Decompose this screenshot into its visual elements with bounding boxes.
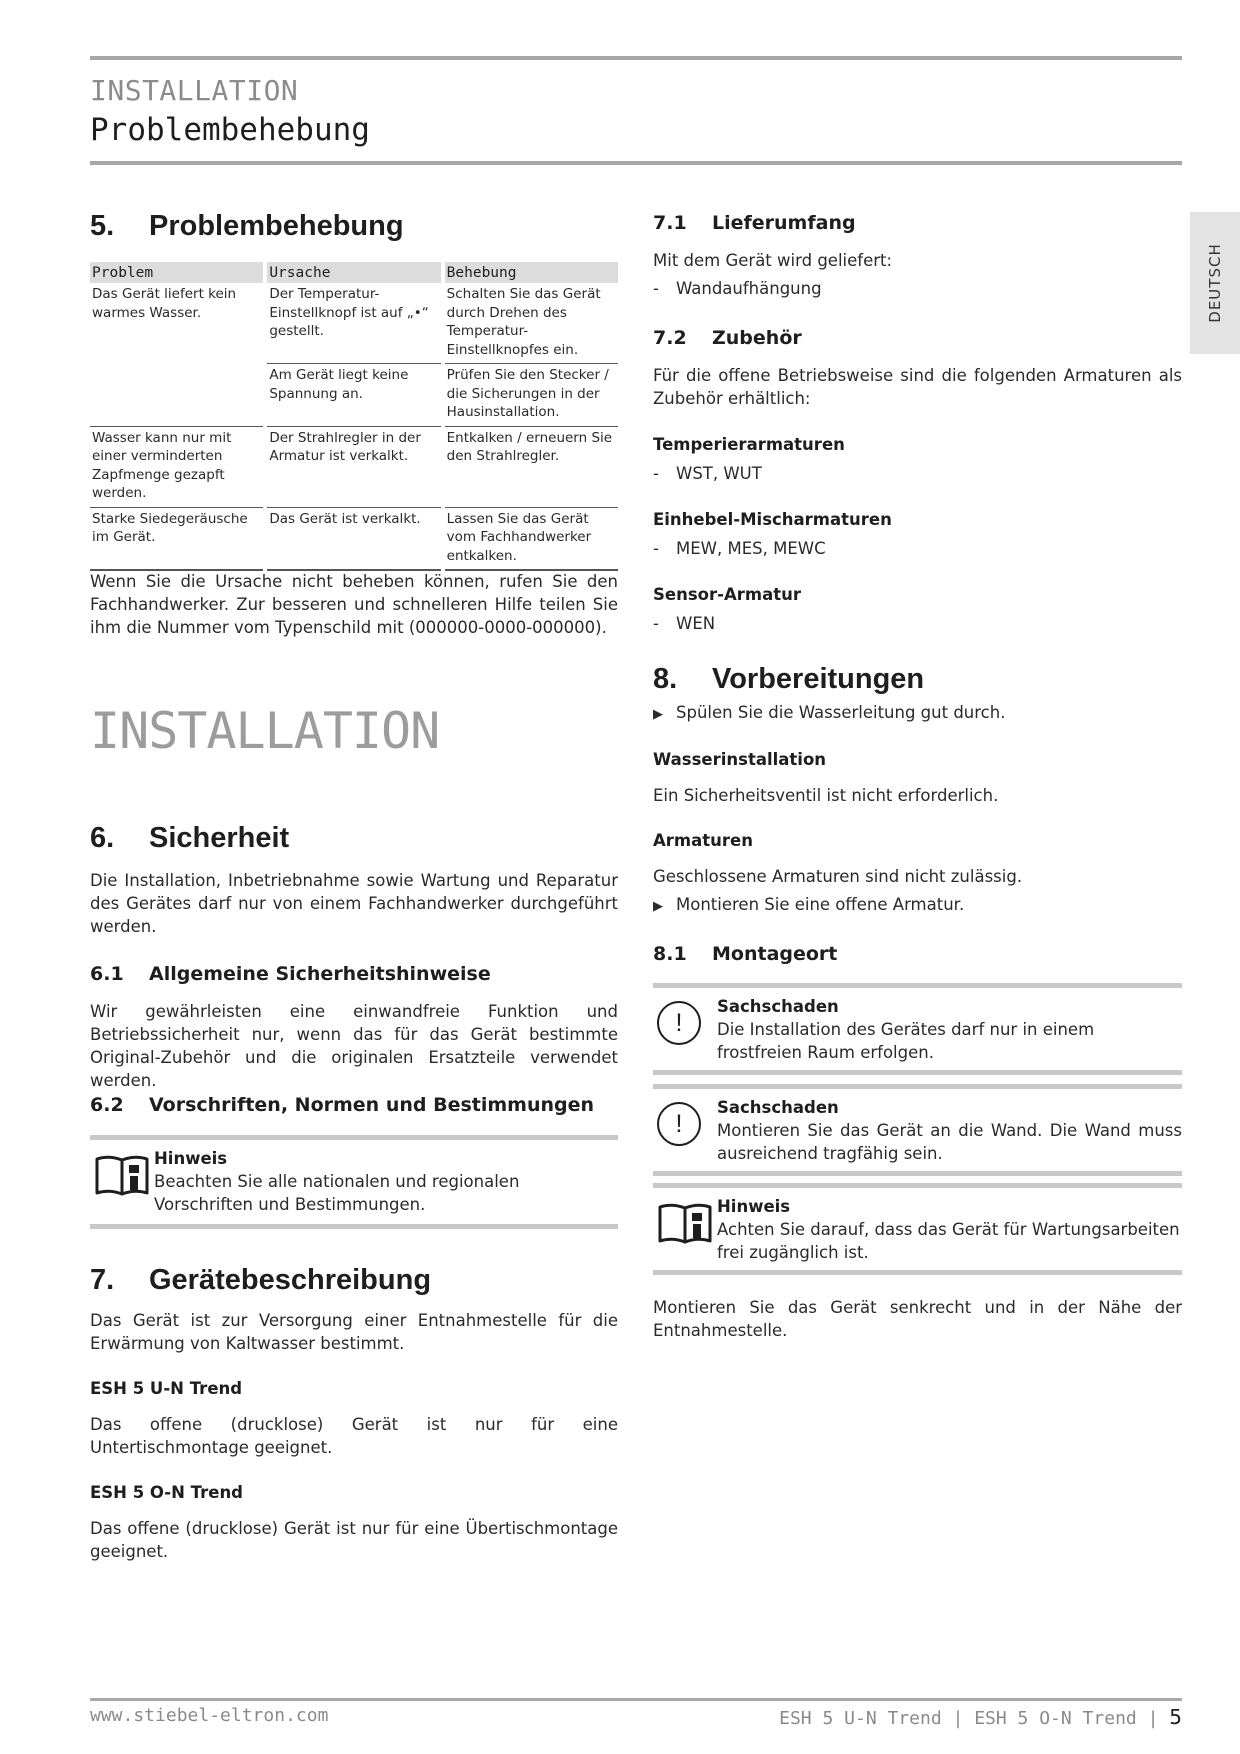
notice-text: Beachten Sie alle nationalen und regionalen Vorschriften und Bestimmungen. (154, 1172, 520, 1214)
trouble-table-wrapper (90, 262, 618, 571)
section-8-number: 8. (653, 663, 678, 695)
group-2-title: Einhebel-Mischarmaturen (653, 510, 892, 529)
section-8-1-number: 8.1 (653, 943, 687, 965)
section-6-1-text: Wir gewährleisten eine einwandfreie Funktion und Betriebssicherheit nur, wenn das für das Gerät bestimmte Original-Zubehör und die originalen Ersatzteile verwendet werden. (90, 1002, 618, 1090)
footer-rule (90, 1698, 1182, 1701)
table-cell-cause: Der Temperatur-Einstellknopf ist auf „•“ gestellt. (267, 283, 440, 364)
footer-models (779, 1705, 1182, 1729)
list-item: - Wandaufhängung (653, 279, 822, 298)
trouble-table (86, 262, 622, 571)
table-cell-fix: Entkalken / erneuern Sie den Strahlregler. (445, 427, 618, 508)
list-item-text: WEN (676, 614, 716, 633)
model-1-text: Das offene (drucklose) Gerät ist nur für eine Untertischmontage geeignet. (90, 1415, 618, 1457)
notice-title: Sachschaden (717, 1098, 839, 1117)
notice-hinweis-maintenance (653, 1183, 1182, 1275)
table-cell-problem (90, 364, 263, 427)
installation-heading: INSTALLATION (90, 702, 440, 760)
header-title: Problembehebung (90, 112, 370, 148)
exclamation-circle-icon: ! (657, 1001, 701, 1045)
notice-title: Hinweis (717, 1197, 791, 1216)
table-cell-problem: Wasser kann nur mit einer verminderten Zapfmenge gezapft werden. (90, 427, 263, 508)
book-info-icon (657, 1199, 713, 1249)
step-text: Spülen Sie die Wasserleitung gut durch. (676, 703, 1006, 722)
notice-title: Sachschaden (717, 997, 839, 1016)
section-6-title: Sicherheit (149, 822, 290, 854)
exclamation-circle-icon: ! (657, 1102, 701, 1146)
notice-hinweis-regulations (90, 1135, 618, 1229)
section-7-1-heading (653, 212, 1182, 234)
section-7-2-title: Zubehör (712, 327, 802, 349)
list-item-text: Wandaufhängung (676, 279, 822, 298)
section-5-heading (90, 210, 618, 243)
step-text: Montieren Sie eine offene Armatur. (676, 895, 965, 914)
step-item (653, 701, 1182, 726)
list-item: - MEW, MES, MEWC (653, 539, 826, 558)
table-header-fix: Behebung (445, 262, 618, 283)
table-row (90, 508, 618, 572)
notice-text: Montieren Sie das Gerät an die Wand. Die Wand muss ausreichend tragfähig sein. (717, 1121, 1182, 1163)
table-cell-fix: Lassen Sie das Gerät vom Fachhandwerker entkalken. (445, 508, 618, 572)
section-7-2-heading (653, 327, 1182, 349)
section-6-2-title: Vorschriften, Normen und Bestimmungen (149, 1094, 595, 1116)
section-6-heading (90, 822, 618, 855)
book-info-icon (94, 1151, 150, 1201)
notice-sachschaden-wall (653, 1084, 1182, 1176)
section-6-1-heading (90, 963, 618, 985)
header-top-rule (90, 56, 1182, 60)
notice-text: Achten Sie darauf, dass das Gerät für Wartungsarbeiten frei zugänglich ist. (717, 1220, 1180, 1262)
water-installation-text: Ein Sicherheitsventil ist nicht erforderlich. (653, 786, 999, 805)
table-header-cause: Ursache (267, 262, 440, 283)
section-6-text: Die Installation, Inbetriebnahme sowie Wartung und Reparatur des Gerätes darf nur von einem Fachhandwerker durchgeführt werden. (90, 871, 618, 936)
section-7-text: Das Gerät ist zur Versorgung einer Entnahmestelle für die Erwärmung von Kaltwasser bestimmt. (90, 1311, 618, 1353)
list-item-text: WST, WUT (676, 464, 762, 483)
list-item: - WEN (653, 614, 716, 633)
header-kicker: INSTALLATION (90, 74, 299, 107)
section-8-1-final-text: Montieren Sie das Gerät senkrecht und in der Nähe der Entnahmestelle. (653, 1298, 1182, 1340)
section-6-1-number: 6.1 (90, 963, 124, 985)
section-5-number: 5. (90, 210, 115, 242)
table-header-row (90, 262, 618, 283)
step-item (653, 893, 1182, 918)
section-8-title: Vorbereitungen (712, 663, 925, 695)
section-6-1-title: Allgemeine Sicherheitshinweise (149, 963, 491, 985)
page-number: 5 (1169, 1705, 1182, 1729)
section-6-2-number: 6.2 (90, 1094, 124, 1116)
fittings-text: Geschlossene Armaturen sind nicht zulässig. (653, 867, 1023, 886)
group-1-title: Temperierarmaturen (653, 435, 845, 454)
table-cell-cause: Am Gerät liegt keine Spannung an. (267, 364, 440, 427)
table-header-problem: Problem (90, 262, 263, 283)
section-8-heading (653, 663, 1182, 696)
table-row (90, 283, 618, 364)
section-5-after-text: Wenn Sie die Ursache nicht beheben können, rufen Sie den Fachhandwerker. Zur besseren und schnelleren Hilfe teilen Sie ihm die Nummer vom Typenschild mit (000000-0000-000000). (90, 572, 618, 637)
section-5-title: Problembehebung (149, 210, 404, 242)
section-7-title: Gerätebeschreibung (149, 1264, 432, 1296)
group-3-title: Sensor-Armatur (653, 585, 801, 604)
section-6-2-heading (90, 1094, 618, 1116)
notice-text: Die Installation des Gerätes darf nur in einem frostfreien Raum erfolgen. (717, 1020, 1095, 1062)
section-7-2-text: Für die offene Betriebsweise sind die folgenden Armaturen als Zubehör erhältlich: (653, 366, 1182, 408)
language-tab-label: DEUTSCH (1206, 243, 1224, 323)
table-row (90, 364, 618, 427)
section-7-2-number: 7.2 (653, 327, 687, 349)
header-bottom-rule (90, 161, 1182, 165)
table-cell-cause: Der Strahlregler in der Armatur ist verkalkt. (267, 427, 440, 508)
section-7-heading (90, 1264, 618, 1297)
language-tab[interactable] (1190, 212, 1240, 354)
table-cell-problem: Starke Siedegeräusche im Gerät. (90, 508, 263, 572)
table-cell-fix: Schalten Sie das Gerät durch Drehen des Temperatur-Einstellknopfes ein. (445, 283, 618, 364)
model-2-title: ESH 5 O-N Trend (90, 1483, 243, 1502)
water-installation-title: Wasserinstallation (653, 750, 827, 769)
table-cell-problem: Das Gerät liefert kein warmes Wasser. (92, 286, 237, 321)
section-8-1-title: Montageort (712, 943, 838, 965)
section-7-1-text: Mit dem Gerät wird geliefert: (653, 251, 893, 270)
section-8-1-heading (653, 943, 1182, 965)
section-7-number: 7. (90, 1264, 115, 1296)
model-2-text: Das offene (drucklose) Gerät ist nur für eine Übertischmontage geeignet. (90, 1519, 618, 1561)
section-7-1-number: 7.1 (653, 212, 687, 234)
model-1-title: ESH 5 U-N Trend (90, 1379, 243, 1398)
notice-sachschaden-frost (653, 983, 1182, 1075)
notice-title: Hinweis (154, 1149, 228, 1168)
list-item: - WST, WUT (653, 464, 762, 483)
fittings-title: Armaturen (653, 831, 753, 850)
triangle-right-icon: ▶ (653, 707, 663, 722)
footer-models-text: ESH 5 U-N Trend | ESH 5 O-N Trend | (779, 1708, 1159, 1729)
section-7-1-title: Lieferumfang (712, 212, 856, 234)
table-cell-cause: Das Gerät ist verkalkt. (267, 508, 440, 572)
table-cell-fix: Prüfen Sie den Stecker / die Sicherungen in der Hausinstallation. (445, 364, 618, 427)
table-row (90, 427, 618, 508)
triangle-right-icon: ▶ (653, 899, 663, 914)
list-item-text: MEW, MES, MEWC (676, 539, 826, 558)
footer-url[interactable]: www.stiebel-eltron.com (90, 1705, 329, 1726)
section-6-number: 6. (90, 822, 115, 854)
